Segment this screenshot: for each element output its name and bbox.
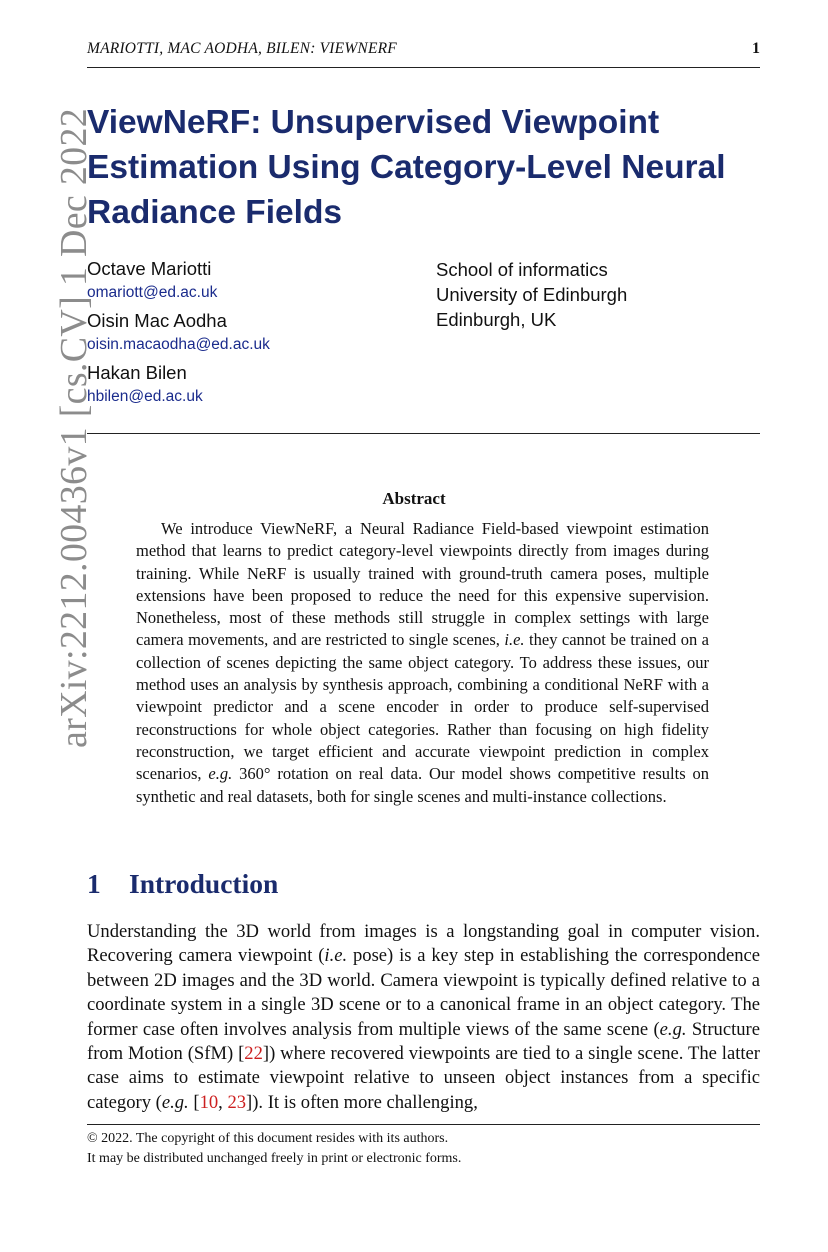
- intro-abbrev: e.g.: [161, 1091, 189, 1113]
- section-title: Introduction: [129, 868, 279, 899]
- affiliation-line: Edinburgh, UK: [436, 309, 557, 330]
- author-name: Hakan Bilen: [87, 362, 187, 383]
- citation-link[interactable]: 10: [199, 1091, 219, 1113]
- intro-part: Understanding the 3D world from images is a longstanding goal in computer vision. Recovering camera viewpoint (: [87, 921, 760, 967]
- intro-part: pose) is a key step in establishing the correspondence between 2D images and the 3D world. Camera viewpoint is typically defined relative to a coordinate system in a single 3D scene or to a canonical frame in an object category. The former case often involves analysis from multiple views of the same scene (: [87, 945, 760, 1040]
- affiliation-line: University of Edinburgh: [436, 284, 628, 305]
- intro-part: ]). It is often more challenging,: [246, 1091, 478, 1113]
- section-heading: [87, 866, 278, 902]
- copyright-footnote: [87, 1129, 461, 1169]
- running-title: MARIOTTI, MAC AODHA, BILEN: VIEWNERF: [87, 40, 397, 57]
- author-name: Oisin Mac Aodha: [87, 310, 227, 331]
- abstract-part: 360° rotation on real data. Our model shows competitive results on synthetic and real datasets, both for single scenes and multi-instance collections.: [136, 764, 709, 806]
- affiliation: [436, 257, 627, 332]
- author-name: Octave Mariotti: [87, 258, 212, 279]
- intro-abbrev: e.g.: [659, 1018, 687, 1040]
- footnote-divider: [87, 1124, 760, 1125]
- author-entry: [87, 257, 417, 304]
- abstract-part: they cannot be trained on a collection of scenes depicting the same object category. To address these issues, our method uses an analysis by synthesis approach, combining a conditional NeRF with a viewpoint predictor and a scene encoder in order to produce self-supervised reconstructions for whole object categories. Rather than focusing on high fidelity reconstruction, we target efficient and accurate viewpoint prediction in complex scenarios,: [136, 630, 709, 784]
- title-divider: [87, 433, 760, 434]
- author-email-link[interactable]: oisin.macaodha@ed.ac.uk: [87, 336, 270, 353]
- author-email-link[interactable]: hbilen@ed.ac.uk: [87, 388, 203, 405]
- affiliation-line: School of informatics: [436, 259, 608, 280]
- abstract-abbrev: i.e.: [504, 630, 525, 650]
- abstract-part: We introduce ViewNeRF, a Neural Radiance Field-based viewpoint estimation method that learns to predict category-level viewpoints directly from images during training. While NeRF is usually trained with ground-truth camera poses, multiple extensions have been proposed to reduce the need for this expensive supervision. Nonetheless, most of these methods still struggle in complex settings with large camera movements, and are restricted to single scenes,: [136, 519, 709, 650]
- abstract-text: [136, 518, 709, 808]
- author-entry: [87, 361, 417, 408]
- paper-title: ViewNeRF: Unsupervised Viewpoint Estimation Using Category-Level Neural Radiance Fields: [87, 104, 726, 231]
- abstract-heading: Abstract: [382, 489, 446, 508]
- citation-link[interactable]: 22: [244, 1043, 263, 1065]
- intro-paragraph: [87, 920, 760, 1115]
- distribution-line: It may be distributed unchanged freely in print or electronic forms.: [87, 1151, 462, 1166]
- intro-part: ]) where recovered viewpoints are tied to a single scene. The latter case aims to estimate viewpoint relative to unseen object instances from a specific category (: [87, 1043, 760, 1113]
- citation-link[interactable]: 23: [227, 1091, 247, 1113]
- page-number: 1: [752, 40, 760, 57]
- intro-part: [: [188, 1091, 200, 1113]
- copyright-line: © 2022. The copyright of this document resides with its authors.: [87, 1131, 449, 1146]
- author-list: [87, 257, 417, 413]
- running-header: [87, 39, 760, 68]
- author-entry: [87, 309, 417, 356]
- intro-part: Structure from Motion (SfM) [: [87, 1018, 760, 1065]
- arxiv-stamp: arXiv:2212.00436v1 [cs.CV] 1 Dec 2022: [53, 107, 95, 749]
- section-number: 1: [87, 868, 101, 899]
- abstract-abbrev: e.g.: [208, 764, 233, 784]
- author-email-link[interactable]: omariott@ed.ac.uk: [87, 284, 218, 301]
- intro-abbrev: i.e.: [324, 945, 348, 967]
- intro-part: ,: [218, 1091, 228, 1113]
